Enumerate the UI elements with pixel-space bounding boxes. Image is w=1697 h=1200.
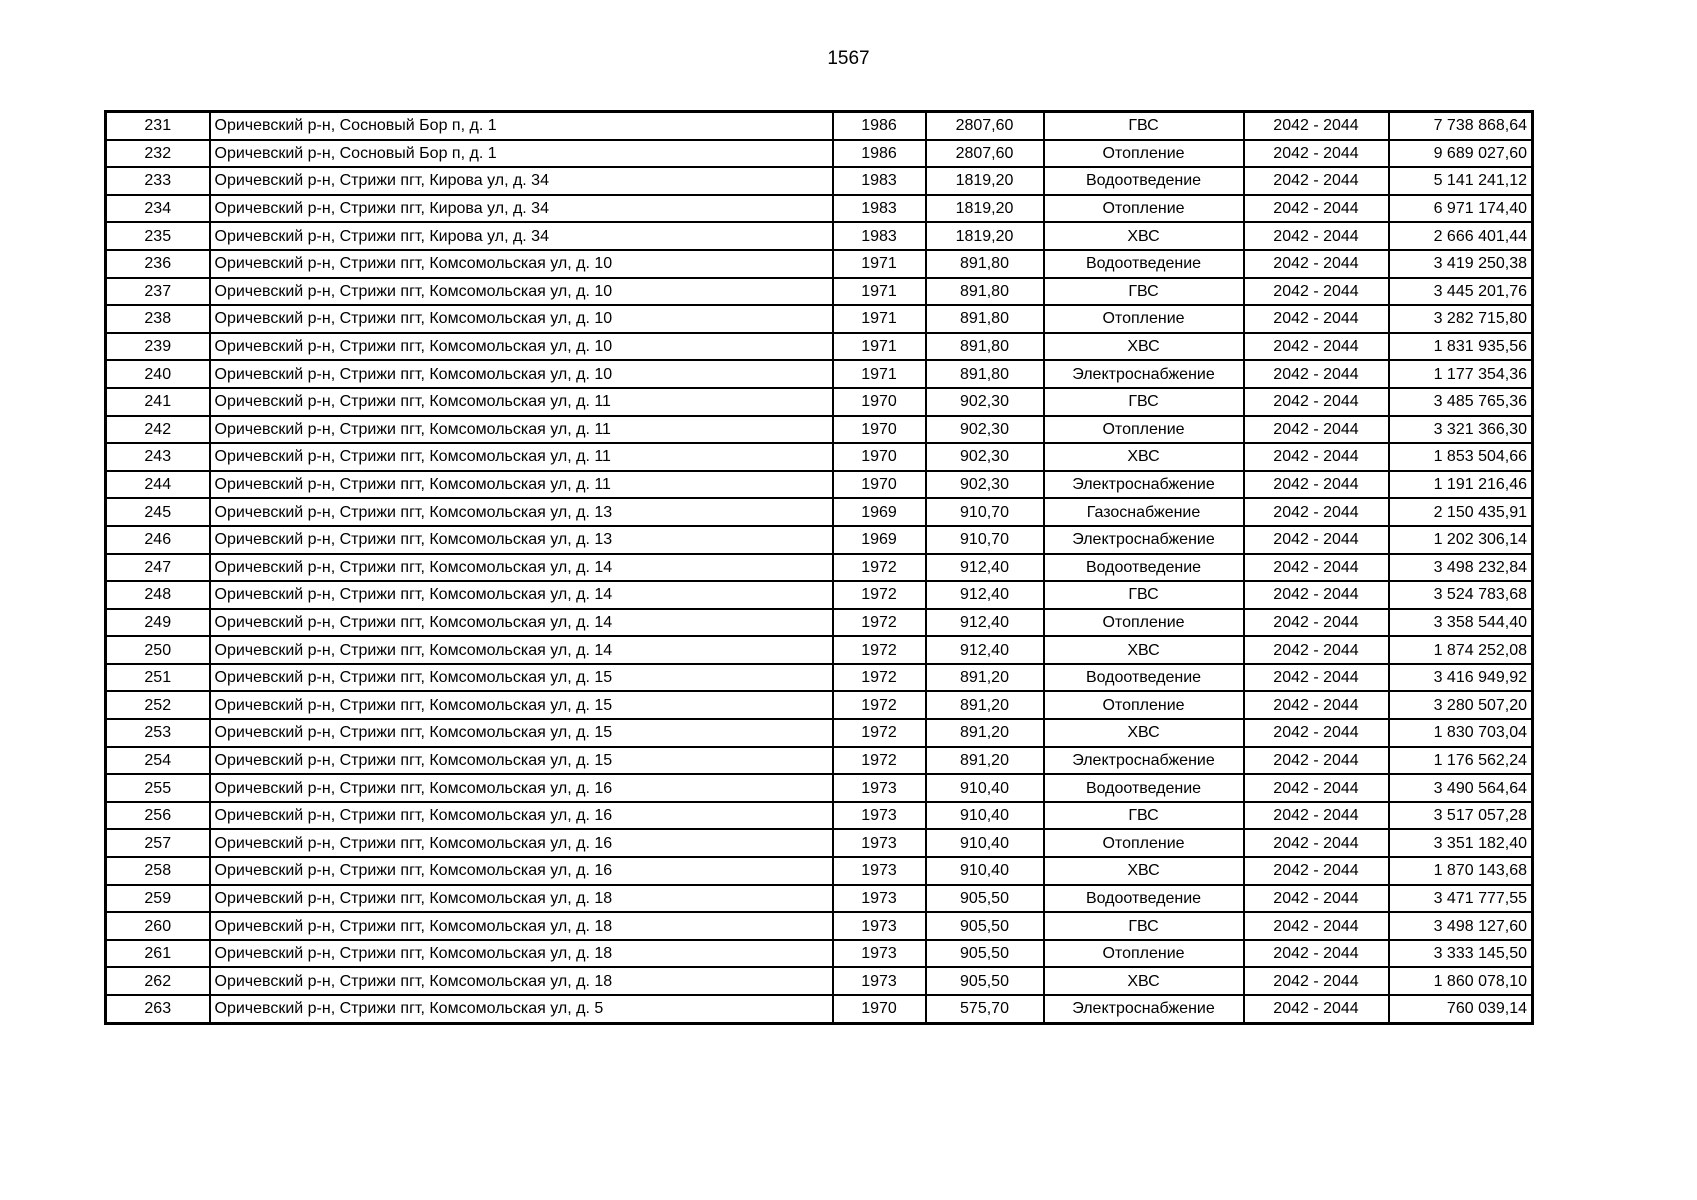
- area-cell: 905,50: [926, 885, 1044, 913]
- area-cell: 902,30: [926, 443, 1044, 471]
- build-year-cell: 1972: [833, 719, 926, 747]
- table-row: [106, 388, 1533, 416]
- service-type-cell: Газоснабжение: [1044, 498, 1244, 526]
- address-cell: Оричевский р-н, Стрижи пгт, Комсомольская ул, д. 11: [210, 388, 833, 416]
- cost-cell: 9 689 027,60: [1389, 140, 1533, 168]
- service-type-cell: ГВС: [1044, 388, 1244, 416]
- area-cell: 910,40: [926, 802, 1044, 830]
- table-row: [106, 802, 1533, 830]
- area-cell: 891,80: [926, 278, 1044, 306]
- row-number-cell: 231: [106, 112, 210, 140]
- address-cell: Оричевский р-н, Стрижи пгт, Комсомольская ул, д. 15: [210, 747, 833, 775]
- period-cell: 2042 - 2044: [1244, 912, 1389, 940]
- address-cell: Оричевский р-н, Стрижи пгт, Комсомольская ул, д. 15: [210, 664, 833, 692]
- period-cell: 2042 - 2044: [1244, 471, 1389, 499]
- build-year-cell: 1973: [833, 967, 926, 995]
- area-cell: 902,30: [926, 471, 1044, 499]
- period-cell: 2042 - 2044: [1244, 388, 1389, 416]
- service-type-cell: Водоотведение: [1044, 774, 1244, 802]
- build-year-cell: 1972: [833, 554, 926, 582]
- table-row: [106, 167, 1533, 195]
- build-year-cell: 1973: [833, 802, 926, 830]
- service-type-cell: ХВС: [1044, 967, 1244, 995]
- cost-cell: 3 517 057,28: [1389, 802, 1533, 830]
- table-row: [106, 471, 1533, 499]
- registry-table: [104, 110, 1534, 1025]
- service-type-cell: Водоотведение: [1044, 885, 1244, 913]
- cost-cell: 3 445 201,76: [1389, 278, 1533, 306]
- row-number-cell: 255: [106, 774, 210, 802]
- build-year-cell: 1970: [833, 388, 926, 416]
- table-row: [106, 498, 1533, 526]
- row-number-cell: 248: [106, 581, 210, 609]
- period-cell: 2042 - 2044: [1244, 333, 1389, 361]
- table-row: [106, 222, 1533, 250]
- cost-cell: 760 039,14: [1389, 995, 1533, 1023]
- period-cell: 2042 - 2044: [1244, 443, 1389, 471]
- service-type-cell: ХВС: [1044, 443, 1244, 471]
- table-row: [106, 250, 1533, 278]
- table-row: [106, 416, 1533, 444]
- build-year-cell: 1971: [833, 305, 926, 333]
- period-cell: 2042 - 2044: [1244, 747, 1389, 775]
- cost-cell: 3 351 182,40: [1389, 829, 1533, 857]
- cost-cell: 1 831 935,56: [1389, 333, 1533, 361]
- address-cell: Оричевский р-н, Стрижи пгт, Кирова ул, д. 34: [210, 167, 833, 195]
- build-year-cell: 1971: [833, 250, 926, 278]
- area-cell: 910,70: [926, 498, 1044, 526]
- area-cell: 912,40: [926, 609, 1044, 637]
- row-number-cell: 263: [106, 995, 210, 1023]
- address-cell: Оричевский р-н, Стрижи пгт, Комсомольская ул, д. 11: [210, 471, 833, 499]
- build-year-cell: 1969: [833, 526, 926, 554]
- address-cell: Оричевский р-н, Стрижи пгт, Комсомольская ул, д. 10: [210, 333, 833, 361]
- address-cell: Оричевский р-н, Стрижи пгт, Комсомольская ул, д. 11: [210, 416, 833, 444]
- row-number-cell: 247: [106, 554, 210, 582]
- service-type-cell: ГВС: [1044, 802, 1244, 830]
- registry-table-body: [106, 112, 1533, 1024]
- row-number-cell: 243: [106, 443, 210, 471]
- table-row: [106, 719, 1533, 747]
- area-cell: 891,80: [926, 250, 1044, 278]
- period-cell: 2042 - 2044: [1244, 222, 1389, 250]
- address-cell: Оричевский р-н, Стрижи пгт, Комсомольская ул, д. 16: [210, 774, 833, 802]
- service-type-cell: ХВС: [1044, 333, 1244, 361]
- table-row: [106, 333, 1533, 361]
- address-cell: Оричевский р-н, Стрижи пгт, Комсомольская ул, д. 18: [210, 912, 833, 940]
- service-type-cell: Отопление: [1044, 140, 1244, 168]
- service-type-cell: Электроснабжение: [1044, 747, 1244, 775]
- row-number-cell: 250: [106, 636, 210, 664]
- row-number-cell: 242: [106, 416, 210, 444]
- table-row: [106, 305, 1533, 333]
- table-row: [106, 940, 1533, 968]
- period-cell: 2042 - 2044: [1244, 195, 1389, 223]
- area-cell: 891,80: [926, 305, 1044, 333]
- area-cell: 1819,20: [926, 195, 1044, 223]
- build-year-cell: 1970: [833, 416, 926, 444]
- cost-cell: 3 280 507,20: [1389, 691, 1533, 719]
- address-cell: Оричевский р-н, Стрижи пгт, Комсомольская ул, д. 11: [210, 443, 833, 471]
- table-row: [106, 912, 1533, 940]
- area-cell: 902,30: [926, 388, 1044, 416]
- address-cell: Оричевский р-н, Стрижи пгт, Комсомольская ул, д. 13: [210, 498, 833, 526]
- table-row: [106, 747, 1533, 775]
- cost-cell: 1 830 703,04: [1389, 719, 1533, 747]
- row-number-cell: 235: [106, 222, 210, 250]
- area-cell: 891,20: [926, 747, 1044, 775]
- period-cell: 2042 - 2044: [1244, 140, 1389, 168]
- table-row: [106, 967, 1533, 995]
- row-number-cell: 256: [106, 802, 210, 830]
- period-cell: 2042 - 2044: [1244, 498, 1389, 526]
- address-cell: Оричевский р-н, Стрижи пгт, Комсомольская ул, д. 14: [210, 554, 833, 582]
- area-cell: 891,20: [926, 719, 1044, 747]
- period-cell: 2042 - 2044: [1244, 278, 1389, 306]
- row-number-cell: 261: [106, 940, 210, 968]
- address-cell: Оричевский р-н, Стрижи пгт, Комсомольская ул, д. 14: [210, 636, 833, 664]
- period-cell: 2042 - 2044: [1244, 526, 1389, 554]
- table-row: [106, 691, 1533, 719]
- service-type-cell: Электроснабжение: [1044, 995, 1244, 1023]
- service-type-cell: Водоотведение: [1044, 250, 1244, 278]
- area-cell: 891,20: [926, 691, 1044, 719]
- address-cell: Оричевский р-н, Стрижи пгт, Комсомольская ул, д. 14: [210, 581, 833, 609]
- row-number-cell: 262: [106, 967, 210, 995]
- cost-cell: 3 490 564,64: [1389, 774, 1533, 802]
- build-year-cell: 1970: [833, 443, 926, 471]
- build-year-cell: 1969: [833, 498, 926, 526]
- area-cell: 891,80: [926, 360, 1044, 388]
- address-cell: Оричевский р-н, Стрижи пгт, Комсомольская ул, д. 5: [210, 995, 833, 1023]
- service-type-cell: Отопление: [1044, 416, 1244, 444]
- service-type-cell: Отопление: [1044, 691, 1244, 719]
- build-year-cell: 1972: [833, 609, 926, 637]
- row-number-cell: 241: [106, 388, 210, 416]
- row-number-cell: 251: [106, 664, 210, 692]
- period-cell: 2042 - 2044: [1244, 636, 1389, 664]
- address-cell: Оричевский р-н, Стрижи пгт, Комсомольская ул, д. 15: [210, 719, 833, 747]
- build-year-cell: 1986: [833, 112, 926, 140]
- table-row: [106, 581, 1533, 609]
- period-cell: 2042 - 2044: [1244, 664, 1389, 692]
- build-year-cell: 1971: [833, 360, 926, 388]
- row-number-cell: 246: [106, 526, 210, 554]
- build-year-cell: 1972: [833, 581, 926, 609]
- table-row: [106, 995, 1533, 1023]
- build-year-cell: 1973: [833, 912, 926, 940]
- table-row: [106, 140, 1533, 168]
- address-cell: Оричевский р-н, Стрижи пгт, Комсомольская ул, д. 18: [210, 885, 833, 913]
- cost-cell: 3 485 765,36: [1389, 388, 1533, 416]
- area-cell: 912,40: [926, 554, 1044, 582]
- build-year-cell: 1973: [833, 857, 926, 885]
- service-type-cell: Водоотведение: [1044, 664, 1244, 692]
- cost-cell: 1 860 078,10: [1389, 967, 1533, 995]
- service-type-cell: ГВС: [1044, 278, 1244, 306]
- area-cell: 910,40: [926, 774, 1044, 802]
- row-number-cell: 232: [106, 140, 210, 168]
- table-row: [106, 774, 1533, 802]
- address-cell: Оричевский р-н, Стрижи пгт, Комсомольская ул, д. 15: [210, 691, 833, 719]
- area-cell: 905,50: [926, 967, 1044, 995]
- build-year-cell: 1972: [833, 747, 926, 775]
- row-number-cell: 245: [106, 498, 210, 526]
- row-number-cell: 233: [106, 167, 210, 195]
- cost-cell: 3 282 715,80: [1389, 305, 1533, 333]
- area-cell: 2807,60: [926, 112, 1044, 140]
- row-number-cell: 240: [106, 360, 210, 388]
- row-number-cell: 253: [106, 719, 210, 747]
- build-year-cell: 1970: [833, 995, 926, 1023]
- table-row: [106, 112, 1533, 140]
- area-cell: 891,20: [926, 664, 1044, 692]
- cost-cell: 3 321 366,30: [1389, 416, 1533, 444]
- area-cell: 891,80: [926, 333, 1044, 361]
- period-cell: 2042 - 2044: [1244, 802, 1389, 830]
- service-type-cell: Электроснабжение: [1044, 471, 1244, 499]
- address-cell: Оричевский р-н, Стрижи пгт, Комсомольская ул, д. 10: [210, 250, 833, 278]
- service-type-cell: Электроснабжение: [1044, 526, 1244, 554]
- period-cell: 2042 - 2044: [1244, 967, 1389, 995]
- row-number-cell: 249: [106, 609, 210, 637]
- service-type-cell: ХВС: [1044, 857, 1244, 885]
- address-cell: Оричевский р-н, Стрижи пгт, Комсомольская ул, д. 10: [210, 278, 833, 306]
- table-row: [106, 636, 1533, 664]
- address-cell: Оричевский р-н, Сосновый Бор п, д. 1: [210, 140, 833, 168]
- cost-cell: 3 358 544,40: [1389, 609, 1533, 637]
- period-cell: 2042 - 2044: [1244, 250, 1389, 278]
- area-cell: 905,50: [926, 912, 1044, 940]
- table-row: [106, 857, 1533, 885]
- cost-cell: 6 971 174,40: [1389, 195, 1533, 223]
- build-year-cell: 1972: [833, 636, 926, 664]
- build-year-cell: 1973: [833, 774, 926, 802]
- build-year-cell: 1971: [833, 333, 926, 361]
- row-number-cell: 239: [106, 333, 210, 361]
- area-cell: 910,40: [926, 857, 1044, 885]
- cost-cell: 3 524 783,68: [1389, 581, 1533, 609]
- build-year-cell: 1983: [833, 167, 926, 195]
- cost-cell: 1 853 504,66: [1389, 443, 1533, 471]
- address-cell: Оричевский р-н, Стрижи пгт, Комсомольская ул, д. 18: [210, 940, 833, 968]
- cost-cell: 3 471 777,55: [1389, 885, 1533, 913]
- build-year-cell: 1972: [833, 691, 926, 719]
- service-type-cell: Отопление: [1044, 609, 1244, 637]
- period-cell: 2042 - 2044: [1244, 416, 1389, 444]
- row-number-cell: 238: [106, 305, 210, 333]
- area-cell: 1819,20: [926, 167, 1044, 195]
- period-cell: 2042 - 2044: [1244, 112, 1389, 140]
- cost-cell: 1 176 562,24: [1389, 747, 1533, 775]
- row-number-cell: 254: [106, 747, 210, 775]
- build-year-cell: 1971: [833, 278, 926, 306]
- service-type-cell: Водоотведение: [1044, 167, 1244, 195]
- address-cell: Оричевский р-н, Стрижи пгт, Комсомольская ул, д. 16: [210, 857, 833, 885]
- period-cell: 2042 - 2044: [1244, 995, 1389, 1023]
- address-cell: Оричевский р-н, Стрижи пгт, Комсомольская ул, д. 16: [210, 802, 833, 830]
- cost-cell: 3 333 145,50: [1389, 940, 1533, 968]
- area-cell: 1819,20: [926, 222, 1044, 250]
- area-cell: 910,70: [926, 526, 1044, 554]
- row-number-cell: 236: [106, 250, 210, 278]
- row-number-cell: 259: [106, 885, 210, 913]
- build-year-cell: 1970: [833, 471, 926, 499]
- period-cell: 2042 - 2044: [1244, 581, 1389, 609]
- period-cell: 2042 - 2044: [1244, 554, 1389, 582]
- cost-cell: 1 202 306,14: [1389, 526, 1533, 554]
- area-cell: 2807,60: [926, 140, 1044, 168]
- address-cell: Оричевский р-н, Стрижи пгт, Кирова ул, д. 34: [210, 195, 833, 223]
- period-cell: 2042 - 2044: [1244, 609, 1389, 637]
- period-cell: 2042 - 2044: [1244, 691, 1389, 719]
- page-number: 1567: [827, 48, 870, 69]
- cost-cell: 3 498 127,60: [1389, 912, 1533, 940]
- cost-cell: 5 141 241,12: [1389, 167, 1533, 195]
- period-cell: 2042 - 2044: [1244, 885, 1389, 913]
- cost-cell: 3 419 250,38: [1389, 250, 1533, 278]
- address-cell: Оричевский р-н, Стрижи пгт, Комсомольская ул, д. 13: [210, 526, 833, 554]
- service-type-cell: ГВС: [1044, 112, 1244, 140]
- period-cell: 2042 - 2044: [1244, 857, 1389, 885]
- table-row: [106, 443, 1533, 471]
- period-cell: 2042 - 2044: [1244, 719, 1389, 747]
- row-number-cell: 244: [106, 471, 210, 499]
- cost-cell: 1 870 143,68: [1389, 857, 1533, 885]
- table-row: [106, 526, 1533, 554]
- row-number-cell: 260: [106, 912, 210, 940]
- area-cell: 910,40: [926, 829, 1044, 857]
- service-type-cell: ХВС: [1044, 719, 1244, 747]
- cost-cell: 2 150 435,91: [1389, 498, 1533, 526]
- cost-cell: 3 498 232,84: [1389, 554, 1533, 582]
- cost-cell: 1 191 216,46: [1389, 471, 1533, 499]
- address-cell: Оричевский р-н, Стрижи пгт, Комсомольская ул, д. 16: [210, 829, 833, 857]
- build-year-cell: 1973: [833, 940, 926, 968]
- row-number-cell: 234: [106, 195, 210, 223]
- service-type-cell: Отопление: [1044, 195, 1244, 223]
- build-year-cell: 1972: [833, 664, 926, 692]
- row-number-cell: 257: [106, 829, 210, 857]
- service-type-cell: Отопление: [1044, 305, 1244, 333]
- table-row: [106, 278, 1533, 306]
- table-row: [106, 885, 1533, 913]
- table-row: [106, 664, 1533, 692]
- cost-cell: 7 738 868,64: [1389, 112, 1533, 140]
- address-cell: Оричевский р-н, Стрижи пгт, Кирова ул, д. 34: [210, 222, 833, 250]
- area-cell: 912,40: [926, 581, 1044, 609]
- build-year-cell: 1986: [833, 140, 926, 168]
- cost-cell: 2 666 401,44: [1389, 222, 1533, 250]
- service-type-cell: Отопление: [1044, 940, 1244, 968]
- service-type-cell: Отопление: [1044, 829, 1244, 857]
- area-cell: 902,30: [926, 416, 1044, 444]
- table-row: [106, 554, 1533, 582]
- build-year-cell: 1973: [833, 885, 926, 913]
- row-number-cell: 237: [106, 278, 210, 306]
- service-type-cell: Электроснабжение: [1044, 360, 1244, 388]
- period-cell: 2042 - 2044: [1244, 829, 1389, 857]
- area-cell: 905,50: [926, 940, 1044, 968]
- build-year-cell: 1973: [833, 829, 926, 857]
- service-type-cell: ГВС: [1044, 581, 1244, 609]
- period-cell: 2042 - 2044: [1244, 940, 1389, 968]
- period-cell: 2042 - 2044: [1244, 305, 1389, 333]
- cost-cell: 1 177 354,36: [1389, 360, 1533, 388]
- row-number-cell: 252: [106, 691, 210, 719]
- service-type-cell: ХВС: [1044, 636, 1244, 664]
- table-row: [106, 360, 1533, 388]
- address-cell: Оричевский р-н, Стрижи пгт, Комсомольская ул, д. 14: [210, 609, 833, 637]
- table-row: [106, 195, 1533, 223]
- address-cell: Оричевский р-н, Стрижи пгт, Комсомольская ул, д. 18: [210, 967, 833, 995]
- period-cell: 2042 - 2044: [1244, 774, 1389, 802]
- address-cell: Оричевский р-н, Стрижи пгт, Комсомольская ул, д. 10: [210, 305, 833, 333]
- service-type-cell: ГВС: [1044, 912, 1244, 940]
- period-cell: 2042 - 2044: [1244, 167, 1389, 195]
- area-cell: 575,70: [926, 995, 1044, 1023]
- table-row: [106, 829, 1533, 857]
- build-year-cell: 1983: [833, 195, 926, 223]
- area-cell: 912,40: [926, 636, 1044, 664]
- address-cell: Оричевский р-н, Стрижи пгт, Комсомольская ул, д. 10: [210, 360, 833, 388]
- service-type-cell: ХВС: [1044, 222, 1244, 250]
- row-number-cell: 258: [106, 857, 210, 885]
- table-row: [106, 609, 1533, 637]
- cost-cell: 1 874 252,08: [1389, 636, 1533, 664]
- cost-cell: 3 416 949,92: [1389, 664, 1533, 692]
- period-cell: 2042 - 2044: [1244, 360, 1389, 388]
- address-cell: Оричевский р-н, Сосновый Бор п, д. 1: [210, 112, 833, 140]
- build-year-cell: 1983: [833, 222, 926, 250]
- service-type-cell: Водоотведение: [1044, 554, 1244, 582]
